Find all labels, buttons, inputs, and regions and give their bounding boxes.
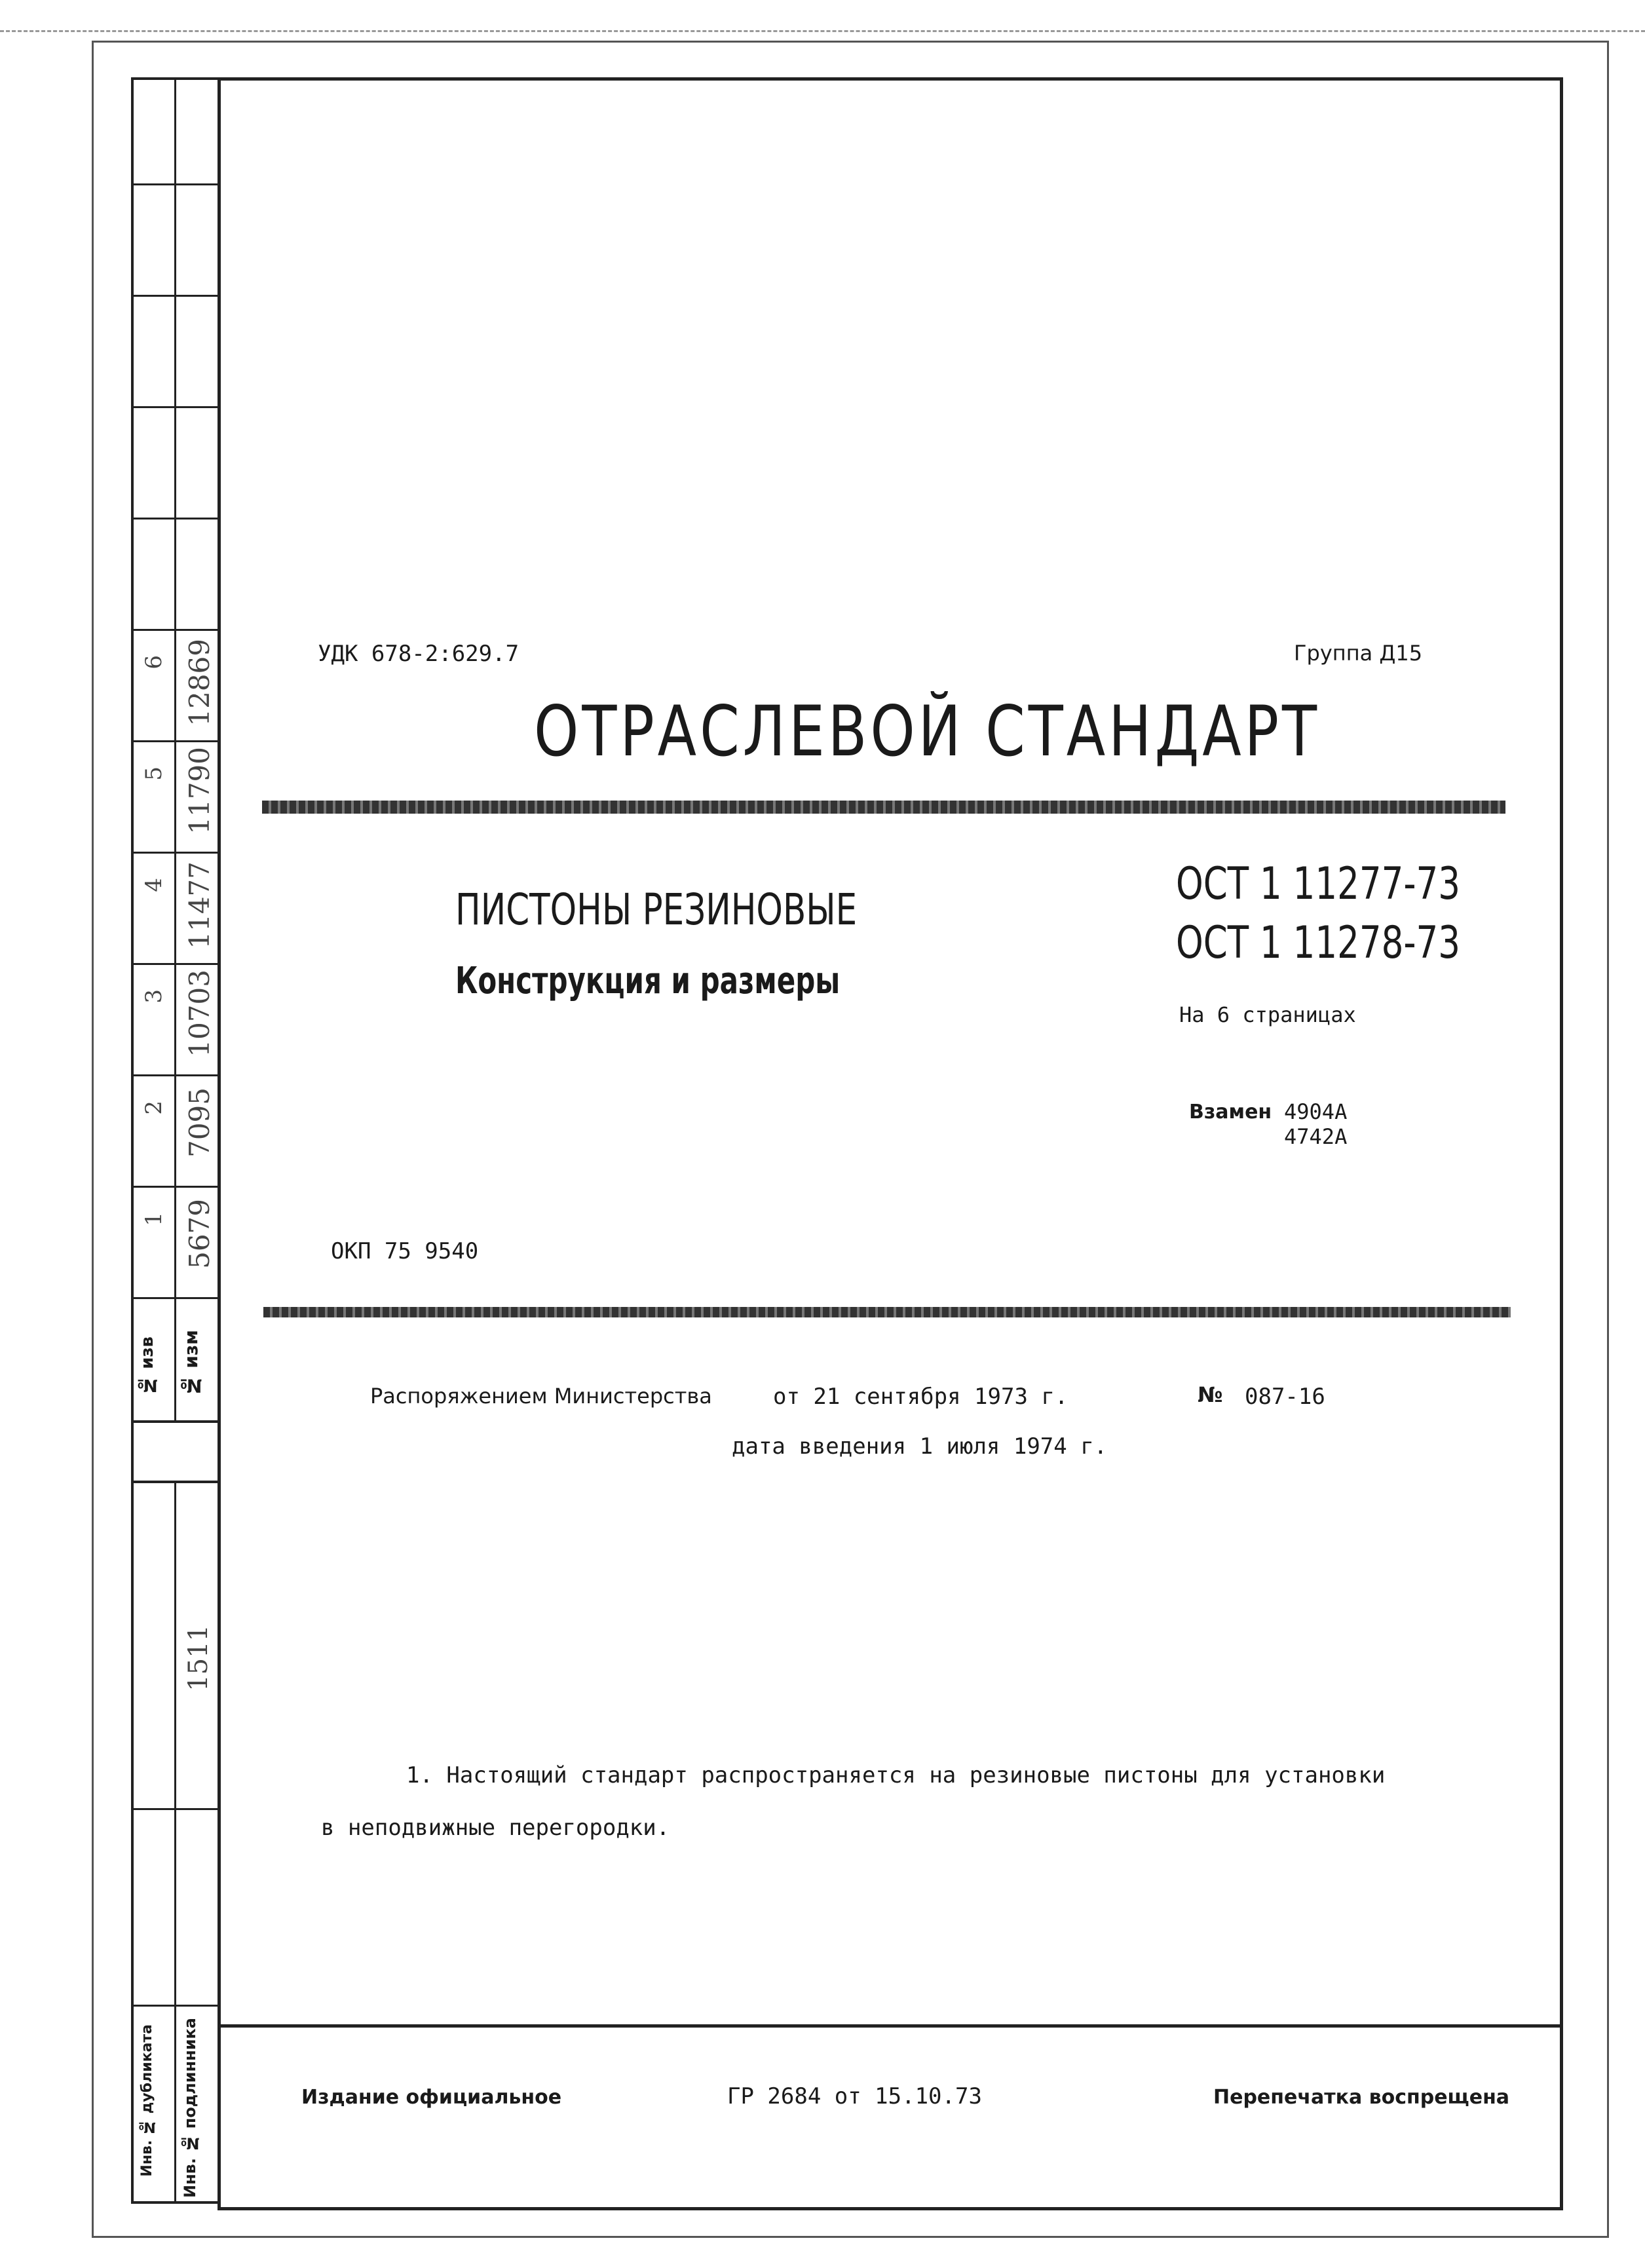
standard-code-2: ОСТ 1 11278-73 (1176, 917, 1461, 969)
middle-rule (263, 1307, 1511, 1317)
replaces-1: 4904А (1284, 1099, 1348, 1124)
side-value-11477: 11477 (183, 861, 216, 949)
page-count: На 6 страницах (1179, 1002, 1356, 1027)
side-value-5679: 5679 (183, 1199, 216, 1269)
replaces-2: 4742А (1284, 1124, 1348, 1149)
clause-line-2: в неподвижные перегородки. (321, 1815, 670, 1841)
effective-date: дата введения 1 июля 1974 г. (732, 1433, 1108, 1460)
footer-right: Перепечатка воспрещена (1213, 2086, 1510, 2109)
order-date: от 21 сентября 1973 г. (773, 1384, 1068, 1410)
group: Группа Д15 (1294, 641, 1423, 666)
order-number: 087-16 (1245, 1384, 1325, 1410)
side-value-11790: 11790 (183, 747, 216, 835)
side-label-izm: № изм (180, 1330, 202, 1397)
order-label-text: Распоряжением Министерства (370, 1384, 712, 1408)
top-rule (262, 801, 1505, 814)
side-number-5: 5 (141, 766, 167, 781)
page-title: ОТРАСЛЕВОЙ СТАНДАРТ (534, 691, 1321, 772)
order-label (370, 1384, 712, 1408)
side-number-4: 4 (141, 878, 167, 892)
clause-line-1: 1. Настоящий стандарт распространяется на резиновые пистоны для установки (406, 1762, 1386, 1788)
footer-center: ГР 2684 от 15.10.73 (727, 2083, 982, 2109)
side-inv-number: 1511 (183, 1625, 214, 1692)
side-label-izv: № изв (138, 1336, 157, 1395)
side-value-12869: 12869 (183, 639, 216, 727)
footer-rule (221, 2024, 1560, 2028)
product-name: ПИСТОНЫ РЕЗИНОВЫЕ (455, 884, 858, 935)
side-number-3: 3 (141, 989, 167, 1004)
udk: УДК 678-2:629.7 (318, 641, 520, 667)
side-inv-orig-label: Инв. № подлинника (181, 2018, 199, 2198)
side-value-7095: 7095 (183, 1087, 216, 1158)
side-number-6: 6 (141, 655, 167, 670)
side-number-2: 2 (141, 1101, 167, 1115)
replaces-label: Взамен (1189, 1101, 1272, 1124)
top-dashed-line (0, 30, 1645, 32)
order-number-label: № (1198, 1382, 1223, 1407)
footer-left: Издание официальное (301, 2086, 562, 2109)
main-frame (217, 77, 1563, 2210)
standard-code-1: ОСТ 1 11277-73 (1176, 858, 1461, 910)
okp: ОКП 75 9540 (331, 1238, 479, 1264)
product-subtitle: Конструкция и размеры (455, 960, 841, 1002)
side-number-1: 1 (141, 1212, 167, 1226)
side-inv-dup-label: Инв. № дубликата (139, 2024, 155, 2177)
side-value-10703: 10703 (183, 970, 216, 1057)
